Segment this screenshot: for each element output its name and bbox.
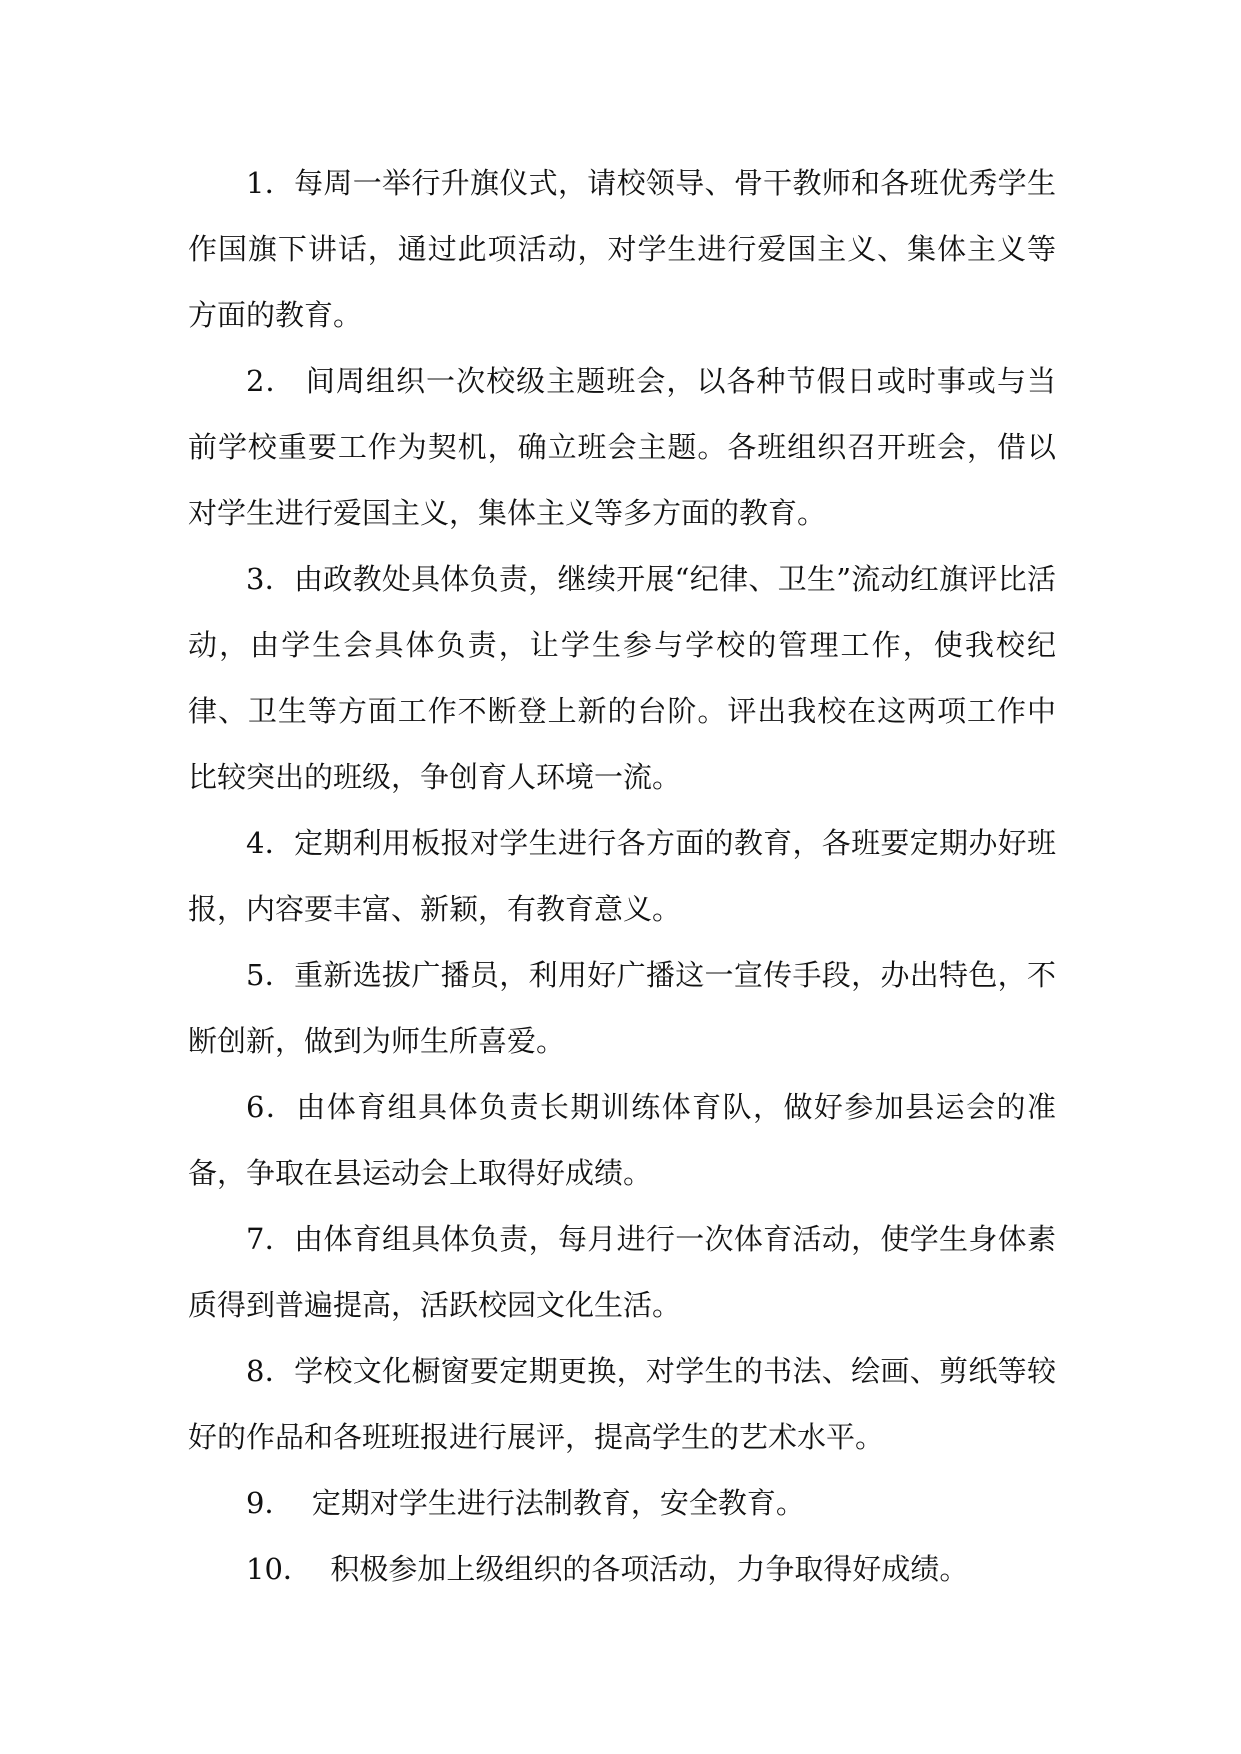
item-text: 定期对学生进行法制教育，安全教育。: [311, 1486, 805, 1520]
item-number: 7．: [246, 1222, 295, 1256]
item-number: 5．: [246, 958, 295, 992]
item-text: 间周组织一次校级主题班会，以各种节假日或时事或与当前学校重要工作为契机，确立班会主题。各班组织召开班会，借以对学生进行爱国主义，集体主义等多方面的教育。: [188, 364, 1056, 530]
document-body: [188, 150, 1056, 1602]
item-number: 3．: [246, 562, 295, 596]
list-item-10: [188, 1536, 1056, 1602]
list-item-8: [188, 1338, 1056, 1470]
item-text: 积极参加上级组织的各项活动，力争取得好成绩。: [330, 1552, 969, 1586]
list-item-6: [188, 1074, 1056, 1206]
item-text: 重新选拔广播员，利用好广播这一宣传手段，办出特色，不断创新，做到为师生所喜爱。: [188, 958, 1056, 1058]
item-number: 6．: [246, 1090, 297, 1124]
item-text: 定期利用板报对学生进行各方面的教育，各班要定期办好班报，内容要丰富、新颖，有教育意义。: [188, 826, 1056, 926]
list-item-2: [188, 348, 1056, 546]
item-text: 由政教处具体负责，继续开展“纪律、卫生”流动红旗评比活动，由学生会具体负责，让学生参与学校的管理工作，使我校纪律、卫生等方面工作不断登上新的台阶。评出我校在这两项工作中比较突出的班级，争创育人环境一流。: [188, 562, 1056, 794]
item-number: 10．: [246, 1552, 331, 1586]
list-item-9: [188, 1470, 1056, 1536]
item-text: 每周一举行升旗仪式，请校领导、骨干教师和各班优秀学生作国旗下讲话，通过此项活动，对学生进行爱国主义、集体主义等方面的教育。: [188, 166, 1056, 332]
list-item-3: [188, 546, 1056, 810]
list-item-1: [188, 150, 1056, 348]
item-number: 9．: [246, 1486, 312, 1520]
item-number: 8．: [246, 1354, 295, 1388]
item-text: 由体育组具体负责，每月进行一次体育活动，使学生身体素质得到普遍提高，活跃校园文化生活。: [188, 1222, 1056, 1322]
item-number: 1．: [246, 166, 295, 200]
item-text: 学校文化橱窗要定期更换，对学生的书法、绘画、剪纸等较好的作品和各班班报进行展评，提高学生的艺术水平。: [188, 1354, 1056, 1454]
item-number: 2．: [246, 364, 306, 398]
list-item-5: [188, 942, 1056, 1074]
list-item-4: [188, 810, 1056, 942]
item-number: 4．: [246, 826, 295, 860]
item-text: 由体育组具体负责长期训练体育队，做好参加县运会的准备，争取在县运动会上取得好成绩。: [188, 1090, 1056, 1190]
list-item-7: [188, 1206, 1056, 1338]
